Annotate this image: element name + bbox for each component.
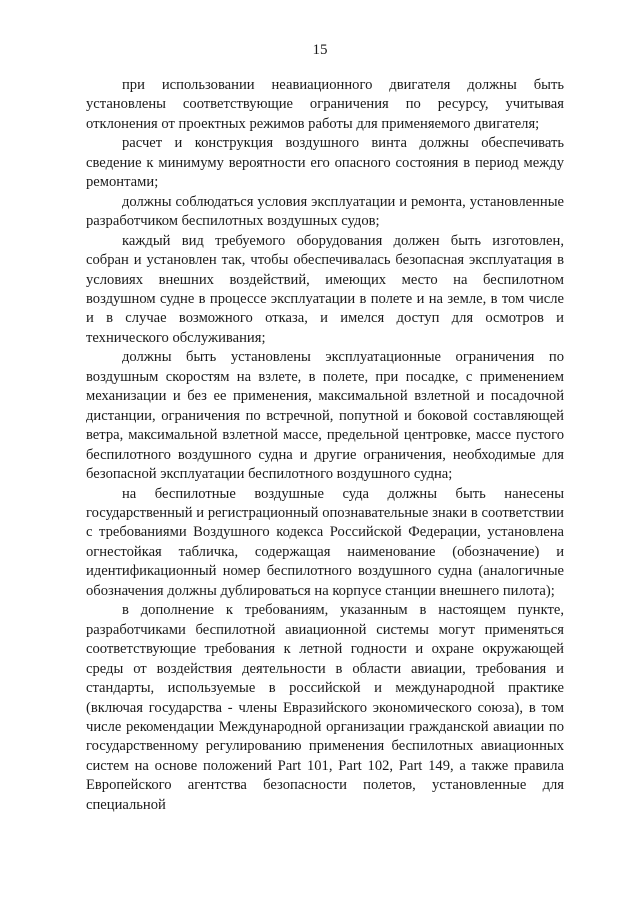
body-text: [86, 76, 564, 815]
paragraph-engine-limits: при использовании неавиационного двигателя должны быть установлены соответствующие ограничения по ресурсу, учитывая отклонения от проектных режимов работы для применяемого двигателя;: [86, 77, 564, 132]
paragraph-operating-conditions: должны соблюдаться условия эксплуатации и ремонта, установленные разработчиком беспилотных воздушных судов;: [86, 193, 564, 230]
paragraph-identification-marks: на беспилотные воздушные суда должны быть нанесены государственный и регистрационный опознавательные знаки в соответствии с требованиями Воздушного кодекса Российской Федерации, установлена огнестойкая табличка, содержащая наименование (обозначение) и идентификационный номер беспилотного воздушного судна (аналогичные обозначения должны дублироваться на корпусе станции внешнего пилота);: [86, 485, 564, 599]
paragraph-equipment: каждый вид требуемого оборудования должен быть изготовлен, собран и установлен так, чтобы обеспечивалась безопасная эксплуатация в условиях внешних воздействий, имеющих место на беспилотном воздушном судне в процессе эксплуатации в полете и на земле, в том числе и в случае возможного отказа, и имелся доступ для осмотров и технического обслуживания;: [86, 232, 564, 346]
page-number: 15: [312, 42, 328, 58]
paragraph-propeller: расчет и конструкция воздушного винта должны обеспечивать сведение к минимуму вероятности его опасного состояния в период между ремонтами;: [86, 135, 564, 191]
paragraph-additional-requirements: в дополнение к требованиям, указанным в настоящем пункте, разработчиками беспилотной авиационной системы могут применяться соответствующие требования к летной годности и охране окружающей среды от воздействия деятельности в области авиации, требования и стандарты, используемые в российской и международной практике (включая государства - члены Евразийского экономического союза), в том числе рекомендации Международной организации гражданской авиации по государственному регулированию применения беспилотных авиационных систем на основе положений Part 101, Part 102, Part 149, а также правила Европейского агентства безопасности полетов, установленные для специальной: [86, 602, 564, 813]
paragraph-operational-limits: должны быть установлены эксплуатационные ограничения по воздушным скоростям на взлете, в полете, при посадке, с применением механизации и без ее применения, максимальной взлетной и посадочной дистанции, ограничения по встречной, попутной и боковой составляющей ветра, максимальной взлетной массе, предельной центровке, массе пустого беспилотного воздушного судна и другие ограничения, необходимые для безопасной эксплуатации беспилотного воздушного судна;: [86, 349, 564, 483]
